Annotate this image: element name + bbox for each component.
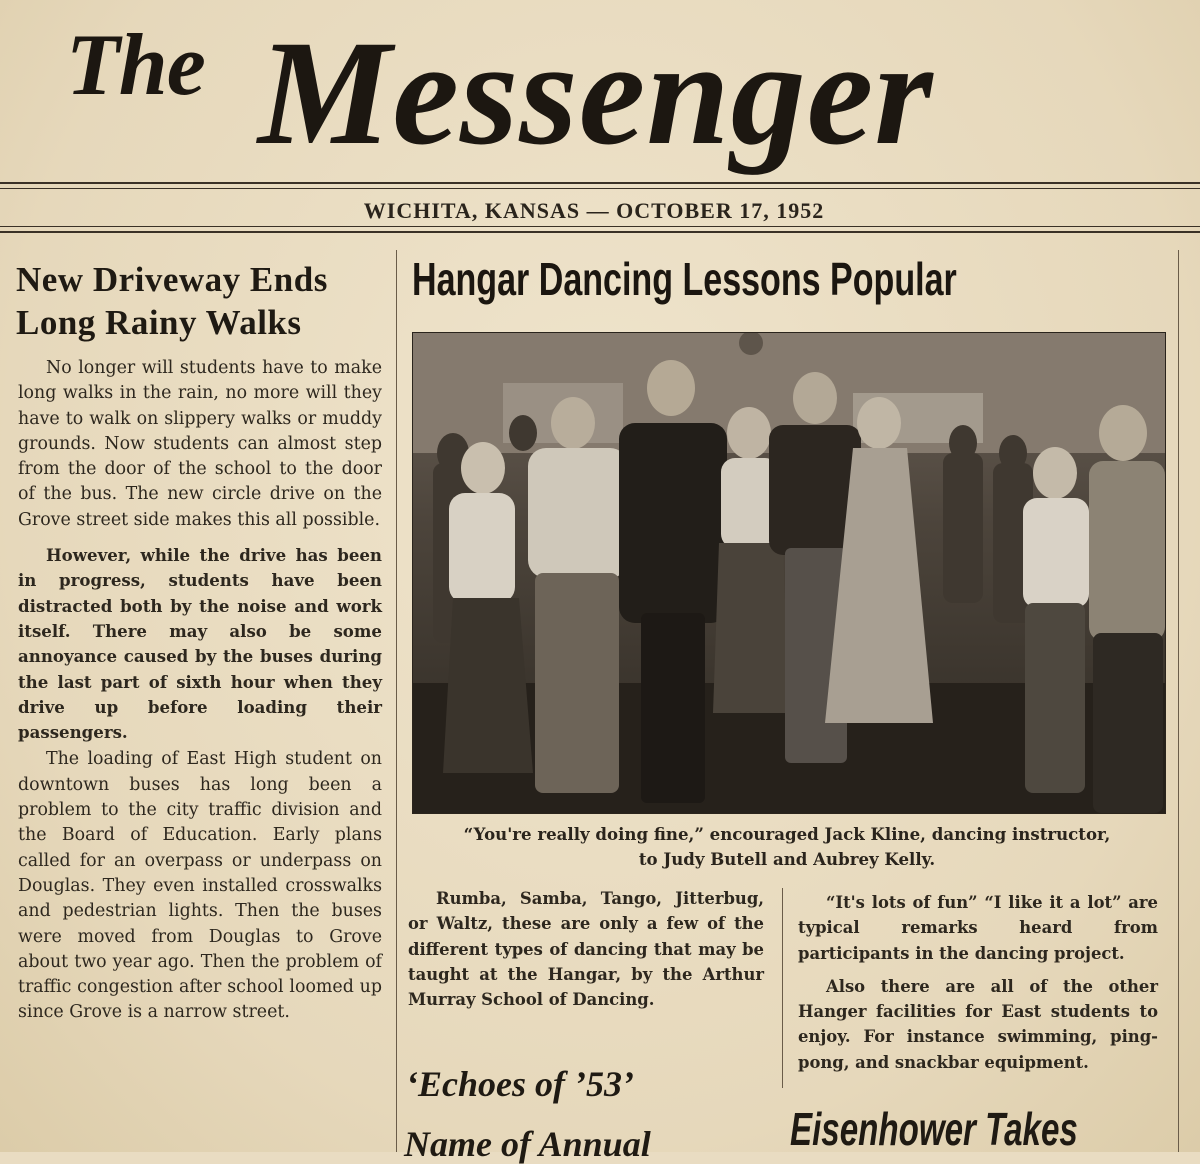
- left-paragraph-2: However, while the drive has been in progress, students have been distracted both by the noise and work itself. There may also be some annoyance caused by the buses during the last part of sixth hour when they drive up before loading their passengers.: [18, 545, 382, 743]
- column-rule-middle: [782, 888, 783, 1088]
- column-rule-left: [396, 250, 397, 1152]
- masthead-rule-bottom: [0, 231, 1200, 233]
- masthead-rule-top: [0, 182, 1200, 184]
- main-col2-paragraph-2: Also there are all of the other Hanger facilities for East students to enjoy. For instance swimming, ping-pong, and snackbar equipment.: [798, 976, 1158, 1072]
- left-article-body: [18, 356, 382, 1026]
- eisenhower-headline: Eisenhower Takes: [790, 1103, 1078, 1155]
- column-rule-right: [1178, 250, 1179, 1152]
- echoes-headline: ‘Echoes of ’53’: [406, 1064, 634, 1104]
- left-headline-line1: New Driveway Ends: [16, 260, 328, 299]
- dancing-photo-illustration: [413, 333, 1165, 813]
- main-col1-paragraph-1: Rumba, Samba, Tango, Jitterbug, or Waltz, these are only a few of the different types of dancing that may be taught at the Hangar, by the Arthur Murray School of Dancing.: [408, 889, 764, 1010]
- dateline: WICHITA, KANSAS — OCTOBER 17, 1952: [363, 198, 825, 223]
- left-headline-line2: Long Rainy Walks: [16, 303, 302, 342]
- photo-caption: [406, 822, 1168, 872]
- dancing-photo: [412, 332, 1166, 814]
- name-of-annual-headline: Name of Annual: [404, 1124, 651, 1164]
- main-article-column-2: [798, 890, 1158, 1075]
- caption-line2: to Judy Butell and Aubrey Kelly.: [638, 849, 936, 869]
- masthead-the: The: [66, 17, 205, 114]
- left-article-headline: [16, 258, 386, 344]
- main-article-column-1: [408, 886, 764, 1012]
- masthead-title: Messenger: [258, 10, 934, 176]
- masthead-rule-bottom-thin: [0, 226, 1200, 227]
- masthead-rule-top-thin: [0, 188, 1200, 189]
- main-article-headline: Hangar Dancing Lessons Popular: [412, 253, 957, 305]
- left-paragraph-3: The loading of East High student on downtown buses has long been a problem to the city traffic division and the Board of Education. Early plans called for an overpass or underpass on Douglas. They even installed crosswalks and pedestrian lights. Then the buses were moved from Douglas to Grove about two year ago. Then the problem of traffic congestion after school loomed up since Grove is a narrow street.: [18, 749, 382, 1023]
- caption-line1: “You're really doing fine,” encouraged Jack Kline, dancing instructor,: [463, 824, 1111, 844]
- left-paragraph-1: No longer will students have to make long walks in the rain, no more will they have to walk on slippery walks or muddy grounds. Now students can almost step from the door of the school to the door of the bus. The new circle drive on the Grove street side makes this all possible.: [18, 358, 382, 530]
- main-col2-paragraph-1: “It's lots of fun” “I like it a lot” are typical remarks heard from participants in the dancing project.: [798, 893, 1158, 963]
